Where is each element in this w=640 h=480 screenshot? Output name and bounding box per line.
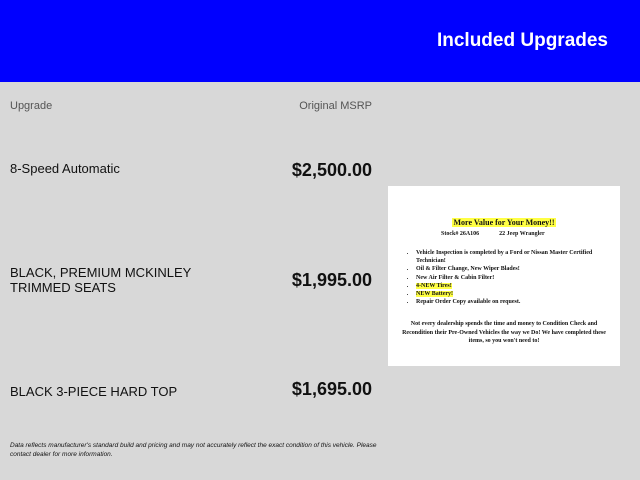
disclaimer-text: Data reflects manufacturer's standard build and pricing and may not accurately reflect the exact condition of this vehicle. Please contact dealer for more information. — [10, 442, 377, 458]
flyer-item: • NEW Battery! — [416, 290, 621, 298]
upgrade-name: BLACK 3-PIECE HARD TOP — [10, 384, 178, 399]
flyer-model: 22 Jeep Wrangler — [499, 231, 545, 237]
upgrade-price: $1,695.00 — [291, 379, 372, 399]
page-title: Included Upgrades — [436, 30, 608, 51]
flyer-note: Not every dealership spends the time and money to Condition Check and Recondition their Pre-Owned Vehicles the way we Do! We have completed these items, so you won't need to! — [402, 321, 606, 344]
flyer-item: • Vehicle Inspection is completed by a Ford or Nissan Master Certified Technician! — [416, 249, 621, 265]
flyer-stock-line — [441, 231, 545, 237]
upgrade-name: 8-Speed Automatic — [10, 161, 120, 176]
flyer-item: • 4-NEW Tires! — [416, 282, 621, 290]
upgrade-flyer-image — [388, 186, 620, 366]
upgrade-name: BLACK, PREMIUM MCKINLEY TRIMMED SEATS — [10, 265, 192, 295]
flyer-item: • Oil & Filter Change, New Wiper Blades! — [416, 265, 621, 273]
flyer-title: More Value for Your Money!! — [453, 218, 555, 227]
flyer-item: • New Air Filter & Cabin Filter! — [416, 274, 621, 282]
column-header-msrp: Original MSRP — [299, 100, 372, 112]
flyer-item: • Repair Order Copy available on request. — [416, 298, 621, 306]
upgrade-price: $1,995.00 — [291, 270, 372, 290]
flyer-item-list — [408, 249, 621, 306]
upgrade-price: $2,500.00 — [291, 160, 372, 180]
flyer-stock-number: Stock# 26A106 — [441, 231, 480, 237]
column-header-upgrade: Upgrade — [10, 100, 53, 112]
header-banner — [0, 0, 640, 82]
